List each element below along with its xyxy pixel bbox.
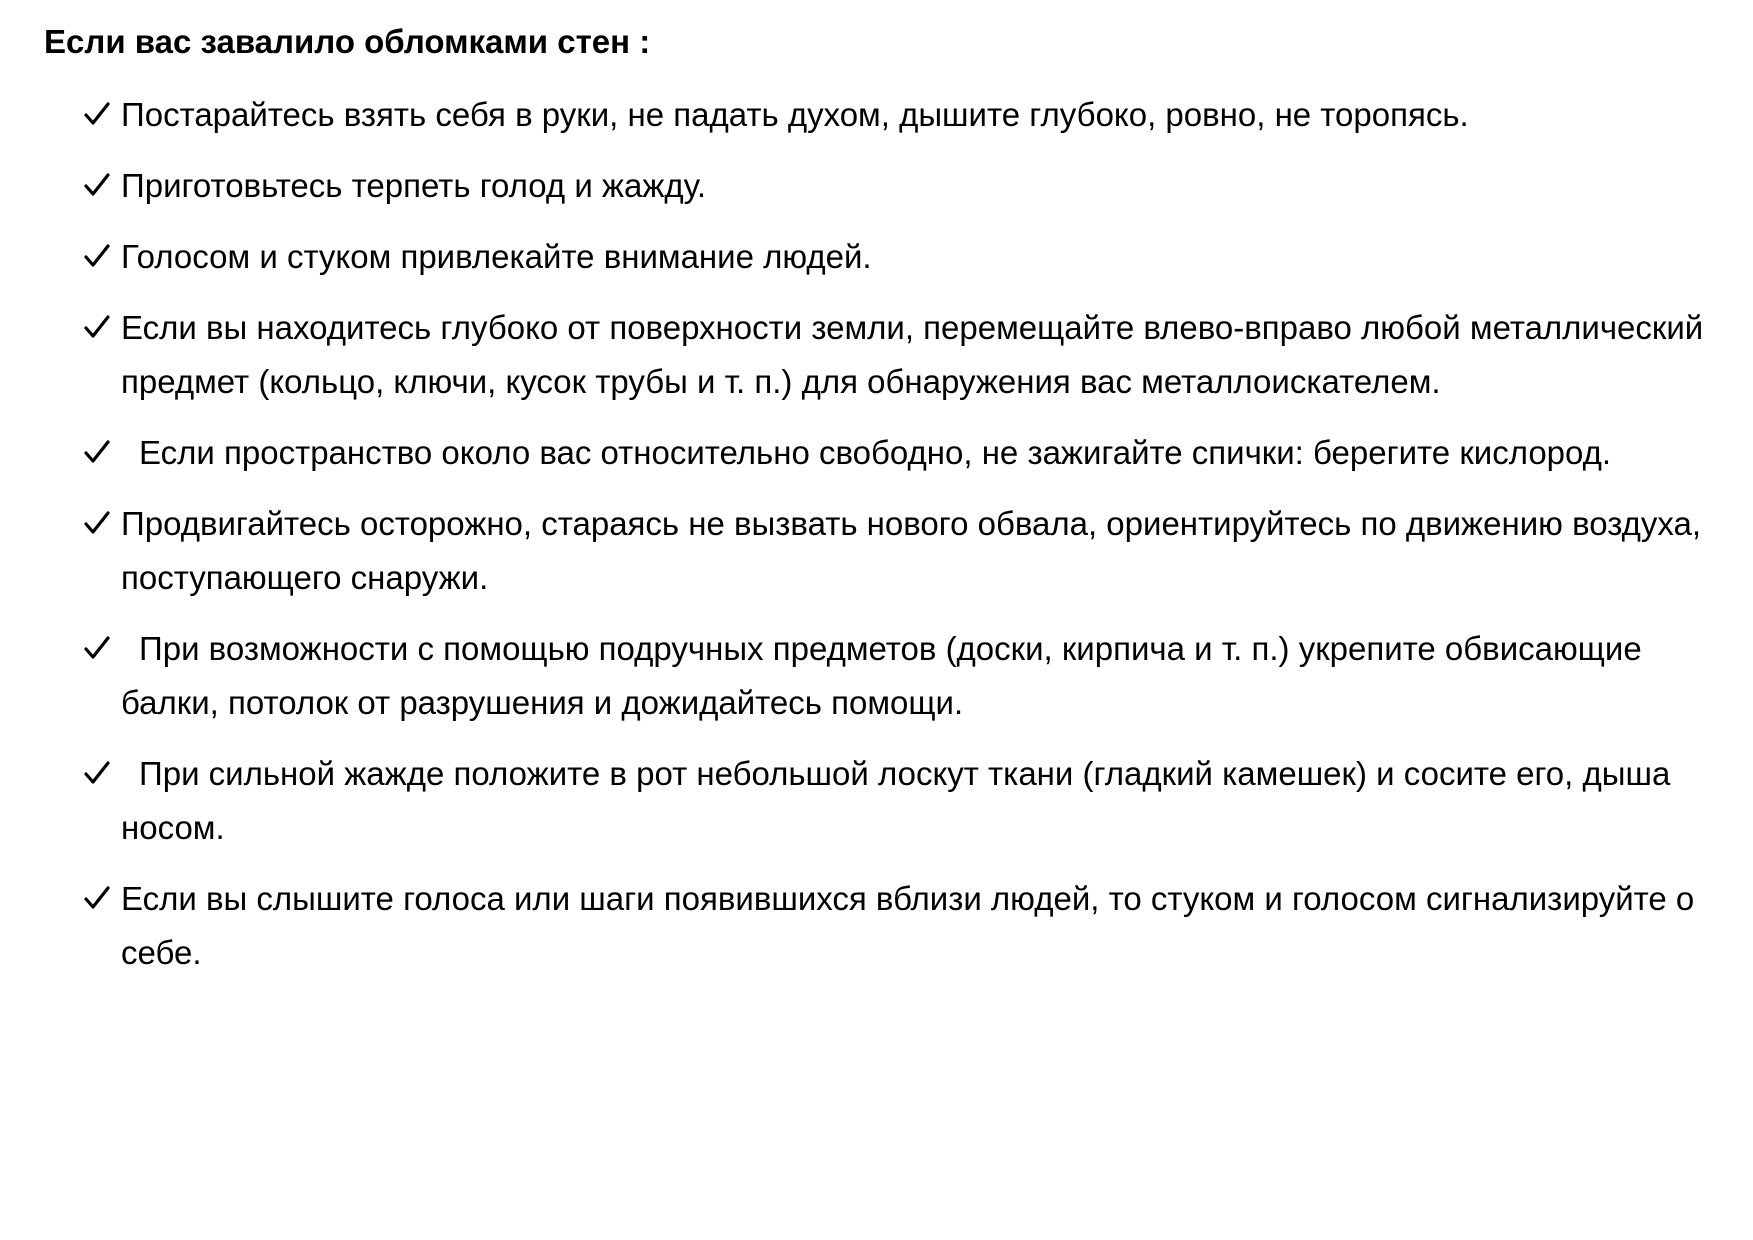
list-item-text: При возможности с помощью подручных предметов (доски, кирпича и т. п.) укрепите обвисающие балки, потолок от разрушения и дожидайтесь помощи. bbox=[121, 630, 1642, 721]
list-item bbox=[84, 301, 1704, 409]
check-icon bbox=[84, 761, 110, 785]
check-icon bbox=[84, 244, 110, 268]
list-item-text: Если вы находитесь глубоко от поверхности земли, перемещайте влево-вправо любой металлический предмет (кольцо, ключи, кусок трубы и т. п.) для обнаружения вас металлоискателем. bbox=[121, 309, 1704, 400]
list-item-text: При сильной жажде положите в рот небольшой лоскут ткани (гладкий камешек) и сосите его, дыша носом. bbox=[121, 755, 1671, 846]
checklist bbox=[84, 88, 1704, 997]
check-icon bbox=[84, 440, 110, 464]
list-item bbox=[84, 747, 1704, 855]
list-item-text: Продвигайтесь осторожно, стараясь не вызвать нового обвала, ориентируйтесь по движению воздуха, поступающего снаружи. bbox=[121, 505, 1702, 596]
list-item bbox=[84, 88, 1704, 142]
check-icon bbox=[84, 102, 110, 126]
list-item-text: Голосом и стуком привлекайте внимание людей. bbox=[121, 238, 872, 275]
list-item bbox=[84, 230, 1704, 284]
list-item bbox=[84, 497, 1704, 605]
list-item bbox=[84, 426, 1704, 480]
list-item bbox=[84, 622, 1704, 730]
list-item bbox=[84, 872, 1704, 980]
list-item-text: Если вы слышите голоса или шаги появившихся вблизи людей, то стуком и голосом сигнализируйте о себе. bbox=[121, 880, 1695, 971]
check-icon bbox=[84, 636, 110, 660]
check-icon bbox=[84, 315, 110, 339]
list-item bbox=[84, 159, 1704, 213]
document-title: Если вас завалило обломками стен : bbox=[44, 23, 651, 60]
check-icon bbox=[84, 173, 110, 197]
list-item-text: Если пространство около вас относительно свободно, не зажигайте спички: берегите кислород. bbox=[139, 434, 1612, 471]
list-item-text: Постарайтесь взять себя в руки, не падать духом, дышите глубоко, ровно, не торопясь. bbox=[121, 96, 1469, 133]
list-item-text: Приготовьтесь терпеть голод и жажду. bbox=[121, 167, 707, 204]
check-icon bbox=[84, 886, 110, 910]
check-icon bbox=[84, 511, 110, 535]
